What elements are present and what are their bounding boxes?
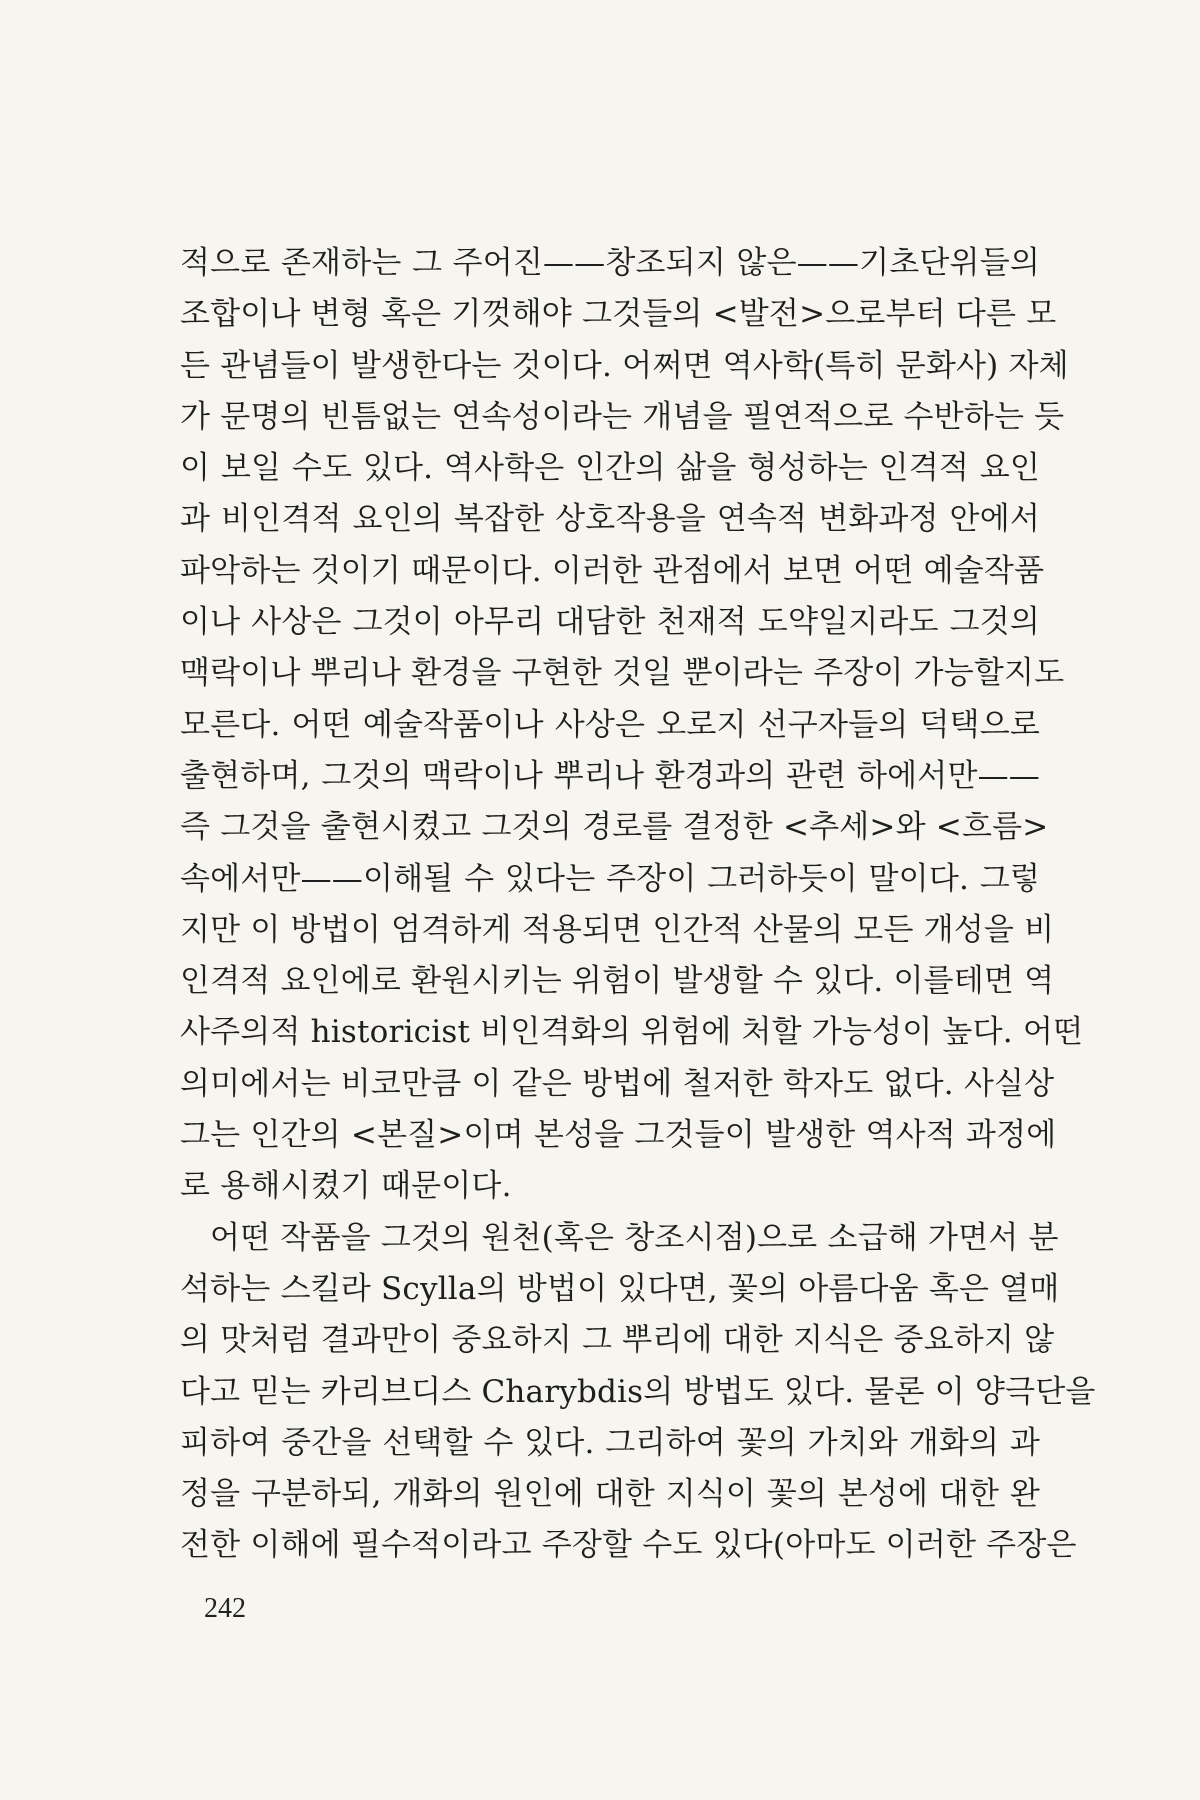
text-line: 의 맛처럼 결과만이 중요하지 그 뿌리에 대한 지식은 중요하지 않 <box>180 1322 1055 1359</box>
page-number: 242 <box>204 1593 246 1624</box>
text-line: 지만 이 방법이 엄격하게 적용되면 인간적 산물의 모든 개성을 비 <box>180 911 1055 948</box>
text-line: 조합이나 변형 혹은 기껏해야 그것들의 <발전>으로부터 다른 모 <box>180 296 1057 333</box>
text-line: 적으로 존재하는 그 주어진——창조되지 않은——기초단위들의 <box>180 245 1040 281</box>
text-line: 모른다. 어떤 예술작품이나 사상은 오로지 선구자들의 덕택으로 <box>180 706 1040 743</box>
text-line: 정을 구분하되, 개화의 원인에 대한 지식이 꽃의 본성에 대한 완 <box>180 1476 1040 1513</box>
text-line: 사주의적 historicist 비인격화의 위험에 처할 가능성이 높다. 어떤 <box>180 1014 1084 1051</box>
text-line: 석하는 스킬라 Scylla의 방법이 있다면, 꽃의 아름다움 혹은 열매 <box>180 1270 1060 1307</box>
text-line: 의미에서는 비코만큼 이 같은 방법에 철저한 학자도 없다. 사실상 <box>180 1065 1055 1102</box>
text-line: 이 보일 수도 있다. 역사학은 인간의 삶을 형성하는 인격적 요인 <box>180 450 1040 487</box>
text-line: 인격적 요인에로 환원시키는 위험이 발생할 수 있다. 이를테면 역 <box>180 963 1055 1000</box>
text-line: 이나 사상은 그것이 아무리 대담한 천재적 도약일지라도 그것의 <box>180 604 1040 641</box>
text-line: 든 관념들이 발생한다는 것이다. 어쩌면 역사학(특히 문화사) 자체 <box>180 347 1069 384</box>
paragraph-end-line: 로 용해시켰기 때문이다. <box>180 1168 512 1205</box>
text-line: 맥락이나 뿌리나 환경을 구현한 것일 뿐이라는 주장이 가능할지도 <box>180 655 1065 692</box>
paragraph-start-line: 어떤 작품을 그것의 원천(혹은 창조시점)으로 소급해 가면서 분 <box>210 1219 1059 1256</box>
text-line: 과 비인격적 요인의 복잡한 상호작용을 연속적 변화과정 안에서 <box>180 501 1040 538</box>
body-text <box>180 238 1096 1572</box>
text-line: 파악하는 것이기 때문이다. 이러한 관점에서 보면 어떤 예술작품 <box>180 552 1045 589</box>
text-line: 전한 이해에 필수적이라고 주장할 수도 있다(아마도 이러한 주장은 <box>180 1527 1077 1564</box>
text-line: 즉 그것을 출현시켰고 그것의 경로를 결정한 <추세>와 <흐름> <box>180 809 1049 846</box>
text-line: 다고 믿는 카리브디스 Charybdis의 방법도 있다. 물론 이 양극단을 <box>180 1373 1096 1410</box>
text-line: 가 문명의 빈틈없는 연속성이라는 개념을 필연적으로 수반하는 듯 <box>180 398 1065 435</box>
text-line: 그는 인간의 <본질>이며 본성을 그것들이 발생한 역사적 과정에 <box>180 1117 1057 1154</box>
text-line: 피하여 중간을 선택할 수 있다. 그리하여 꽃의 가치와 개화의 과 <box>180 1424 1040 1461</box>
text-line: 출현하며, 그것의 맥락이나 뿌리나 환경과의 관련 하에서만—— <box>180 757 1040 794</box>
text-line: 속에서만——이해될 수 있다는 주장이 그러하듯이 말이다. 그렇 <box>180 860 1040 897</box>
